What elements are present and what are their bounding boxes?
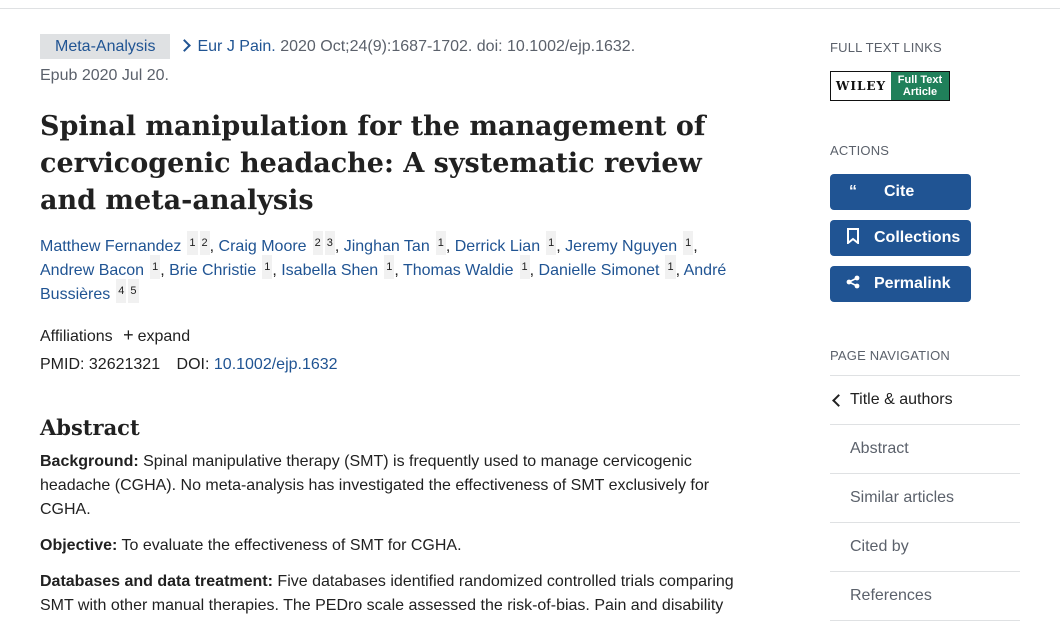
affiliation-number[interactable]: 1 — [262, 255, 272, 279]
full-text-links-heading: FULL TEXT LINKS — [830, 40, 942, 55]
quote-icon: “ — [849, 183, 857, 200]
objective-label: Objective: — [40, 537, 118, 554]
permalink-button[interactable] — [830, 266, 971, 302]
nav-label: Cited by — [850, 538, 909, 555]
affiliation-number[interactable]: 3 — [325, 231, 335, 255]
author-affiliation-numbers[interactable] — [663, 261, 675, 273]
affiliation-number[interactable]: 1 — [665, 255, 675, 279]
plus-icon: + — [123, 325, 134, 345]
top-divider — [0, 8, 1060, 9]
nav-label: Similar articles — [850, 489, 955, 506]
author-link[interactable]: Andrew Bacon — [40, 262, 145, 279]
author-link[interactable]: André Bussières — [40, 262, 727, 303]
page-navigation-heading: PAGE NAVIGATION — [830, 348, 951, 363]
nav-item-title-authors[interactable] — [830, 376, 1020, 425]
author-link[interactable]: Jinghan Tan — [343, 238, 430, 255]
abstract-databases — [40, 570, 755, 618]
affiliations-expand-button[interactable] — [123, 325, 191, 345]
abstract-background — [40, 450, 755, 522]
author-affiliation-numbers[interactable] — [518, 261, 530, 273]
affiliation-number[interactable]: 1 — [546, 231, 556, 255]
chevron-right-icon — [179, 39, 192, 52]
author-affiliation-numbers[interactable] — [544, 237, 556, 249]
wiley-full-text-label — [891, 72, 949, 100]
pmid-label: PMID: — [40, 356, 85, 373]
nav-item-abstract[interactable] — [830, 425, 1020, 474]
authors-list: Matthew Fernandez $^{1 2}$ , Craig Moore $^{2 3}$ , Jinghan Tan $^1$ , Derrick Lian $^1$ , Jeremy Nguyen $^1$ , Andrew Bacon $^1$ , Brie Christie $^1$ , Isabella Shen $^1$ , Thomas Waldie $^1$ , Danielle Simonet $^1$ , André Bussières $^{4 5}$ — [40, 235, 730, 307]
page-navigation — [830, 375, 1020, 621]
author-affiliation-numbers[interactable] — [382, 261, 394, 273]
author-link[interactable]: Thomas Waldie — [402, 262, 514, 279]
author-affiliation-numbers[interactable] — [114, 285, 138, 297]
article-main — [40, 32, 760, 630]
actions-group — [830, 174, 1020, 302]
author-link[interactable]: Derrick Lian — [454, 238, 541, 255]
pmid-value: 32621321 — [88, 356, 161, 373]
affiliation-number[interactable]: 2 — [313, 231, 323, 255]
nav-item-similar-articles[interactable] — [830, 474, 1020, 523]
doi-link[interactable]: 10.1002/ejp.1632 — [213, 356, 338, 373]
abstract-objective — [40, 534, 755, 558]
collections-label: Collections — [874, 229, 961, 246]
author-link[interactable]: Craig Moore — [218, 238, 307, 255]
affiliation-number[interactable]: 1 — [683, 231, 693, 255]
author-affiliation-numbers[interactable] — [434, 237, 446, 249]
nav-label: References — [850, 587, 932, 604]
nav-item-cited-by[interactable] — [830, 523, 1020, 572]
author-affiliation-numbers[interactable] — [260, 261, 272, 273]
author-link[interactable]: Isabella Shen — [281, 262, 379, 279]
epub-date: Epub 2020 Jul 20. — [40, 67, 169, 84]
affiliation-number[interactable]: 4 — [116, 279, 126, 303]
abstract-heading: Abstract — [40, 415, 140, 440]
identifiers — [40, 355, 760, 375]
author-link[interactable]: Danielle Simonet — [538, 262, 660, 279]
expand-label: expand — [137, 328, 191, 345]
databases-text: Five databases identified randomized controlled trials comparing SMT with other manual therapies. The PEDro scale assessed the risk-of-bias. Pain and disability — [40, 573, 734, 614]
permalink-label: Permalink — [874, 275, 951, 292]
author-link[interactable]: Matthew Fernandez — [40, 238, 182, 255]
databases-label: Databases and data treatment: — [40, 573, 273, 590]
nav-label: Title & authors — [850, 391, 953, 408]
affiliation-number[interactable]: 1 — [150, 255, 160, 279]
author-affiliation-numbers[interactable] — [311, 237, 335, 249]
affiliation-number[interactable]: 5 — [128, 279, 138, 303]
collections-button[interactable] — [830, 220, 971, 256]
nav-label: Abstract — [850, 440, 909, 457]
author-link[interactable]: Brie Christie — [169, 262, 257, 279]
actions-heading: ACTIONS — [830, 143, 890, 158]
citation-details: 2020 Oct;24(9):1687-1702. doi: 10.1002/ejp.1632. — [280, 38, 636, 55]
doi-label: DOI: — [176, 356, 210, 373]
affiliation-number[interactable]: 1 — [520, 255, 530, 279]
author-affiliation-numbers[interactable] — [681, 237, 693, 249]
author-link[interactable]: Jeremy Nguyen — [565, 238, 678, 255]
publication-type-badge: Meta-Analysis — [40, 34, 170, 59]
wiley-ft-line2: Article — [902, 86, 938, 98]
journal-link[interactable]: Eur J Pain. — [197, 38, 276, 55]
cite-label: Cite — [884, 183, 915, 200]
affiliation-number[interactable]: 1 — [187, 231, 197, 255]
bookmark-icon — [842, 228, 864, 249]
background-label: Background: — [40, 453, 139, 470]
wiley-logo: WILEY — [835, 79, 887, 93]
affiliations-label: Affiliations — [40, 328, 113, 345]
wiley-ft-line1: Full Text — [897, 74, 943, 86]
objective-text: To evaluate the effectiveness of SMT for CGHA. — [121, 537, 462, 554]
background-text: Spinal manipulative therapy (SMT) is frequently used to manage cervicogenic headache (CGHA). No meta-analysis has investigated the effectiveness of SMT exclusively for CGHA. — [40, 453, 710, 518]
share-icon — [842, 275, 864, 294]
wiley-full-text-link[interactable] — [830, 71, 950, 101]
article-title: Spinal manipulation for the management of cervicogenic headache: A systematic review and meta-analysis — [40, 111, 706, 216]
cite-button[interactable] — [830, 174, 971, 210]
affiliations-row — [40, 325, 760, 347]
nav-item-references[interactable] — [830, 572, 1020, 621]
sidebar — [830, 40, 1020, 621]
author-affiliation-numbers[interactable] — [148, 261, 160, 273]
chevron-left-icon — [832, 394, 845, 407]
affiliation-number[interactable]: 1 — [384, 255, 394, 279]
affiliation-number[interactable]: 1 — [436, 231, 446, 255]
author-affiliation-numbers[interactable] — [185, 237, 209, 249]
affiliation-number[interactable]: 2 — [200, 231, 210, 255]
citation-line — [40, 32, 760, 90]
